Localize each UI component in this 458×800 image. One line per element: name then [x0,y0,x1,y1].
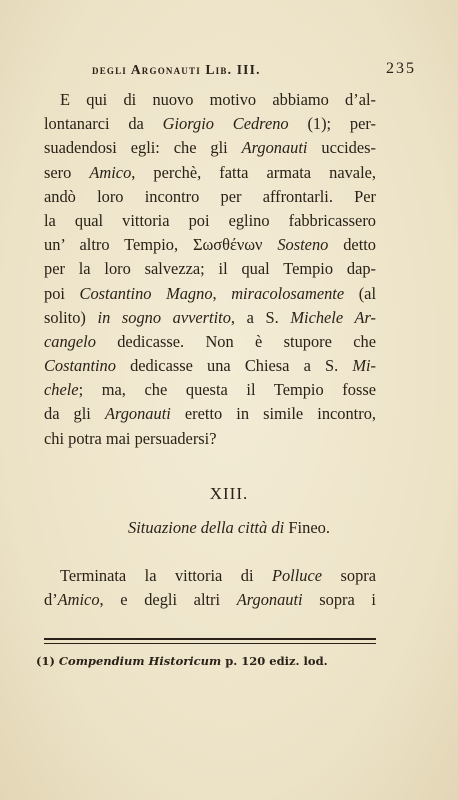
text-line [44,257,376,281]
text-run: la qual vittoria poi eglino fabbricassero [44,210,376,230]
footnote-marker: (1) [36,654,55,668]
italic-run: Costantino [44,356,116,376]
italic-run: Argonauti [236,590,303,610]
footnote [36,654,396,668]
text-run: sero [44,162,90,182]
text-line [44,112,376,136]
text-run: d’ [44,590,58,610]
text-run: Terminata la vittoria di [60,566,272,585]
text-run: per la loro salvezza; il qual Tempio dap- [44,259,376,279]
text-run: lontanarci da [44,114,163,134]
italic-run: miracolosamente [231,283,345,303]
text-run: chi potra mai persuadersi? [44,428,217,448]
page-number: 235 [386,60,416,77]
text-line [44,378,376,402]
italic-run: Polluce [271,566,323,585]
text-run: ; ma, che questa il Tempio fosse [78,380,376,400]
paragraph-1 [44,88,376,451]
text-run: dedicasse una Chiesa a S. [115,356,353,376]
text-line [44,136,376,160]
italic-run: Giorgio Cedreno [162,114,289,134]
italic-run: Mi- [352,356,376,376]
text-line [44,354,376,378]
italic-run: Michele Ar- [290,307,376,327]
text-run: , [212,283,232,303]
italic-run: Amico [89,162,132,182]
italic-run: Amico [57,590,100,610]
footnote-source: Compendium Historicum [58,654,222,668]
text-run: , e degli altri [99,590,237,610]
footnote-rule-thick [44,638,376,640]
text-line [44,209,376,233]
text-run: (1); per- [288,114,376,134]
text-run: da gli [44,404,105,424]
text-line [44,427,376,451]
text-line [44,402,376,426]
italic-run: Argonauti [241,138,308,158]
running-title: degli Argonauti Lib. III. [92,62,261,77]
italic-run: chele [44,380,79,400]
italic-run: in sogno avvertito [97,307,231,327]
text-run: suadendosi egli: che gli [44,138,242,158]
text-run: (al [344,283,377,303]
text-line [44,306,376,330]
paragraph-2 [44,564,376,612]
section-title [0,518,458,538]
text-line [44,88,376,112]
running-head [40,62,420,82]
italic-run: cangelo [44,331,96,351]
text-run: E qui di nuovo motivo abbiamo d’al- [60,90,376,109]
text-run: eretto in simile incontro, [170,404,376,424]
text-line [44,282,376,306]
text-run: andò loro incontro per affrontarli. Per [44,186,376,206]
text-run: , perchè, fatta armata navale, [131,162,376,182]
text-line [44,185,376,209]
text-line [44,564,376,588]
text-line [44,233,376,257]
text-run: , a S. [230,307,291,327]
text-line [44,161,376,185]
section-title-roman: Fineo. [288,518,331,537]
italic-run: Costantino Magno [79,283,213,303]
section-number: XIII. [209,484,249,503]
text-line [44,588,376,612]
text-run: detto [328,235,376,255]
text-run: dedicasse. Non è stupore che [95,331,376,351]
text-run: uccides- [307,138,376,158]
italic-run: Argonauti [104,404,171,424]
footnote-ref: p. 120 ediz. lod. [225,654,328,668]
text-run: poi [44,283,80,303]
text-run: un’ altro Tempio, Σωσθένων [44,235,278,255]
text-line [44,330,376,354]
text-run: sopra i [302,590,376,610]
text-run: solito) [44,307,98,327]
section-title-italic: Situazione della città di [127,518,285,537]
text-run: sopra [322,566,376,585]
footnote-rule-thin [44,643,376,644]
italic-run: Sosteno [277,235,329,255]
